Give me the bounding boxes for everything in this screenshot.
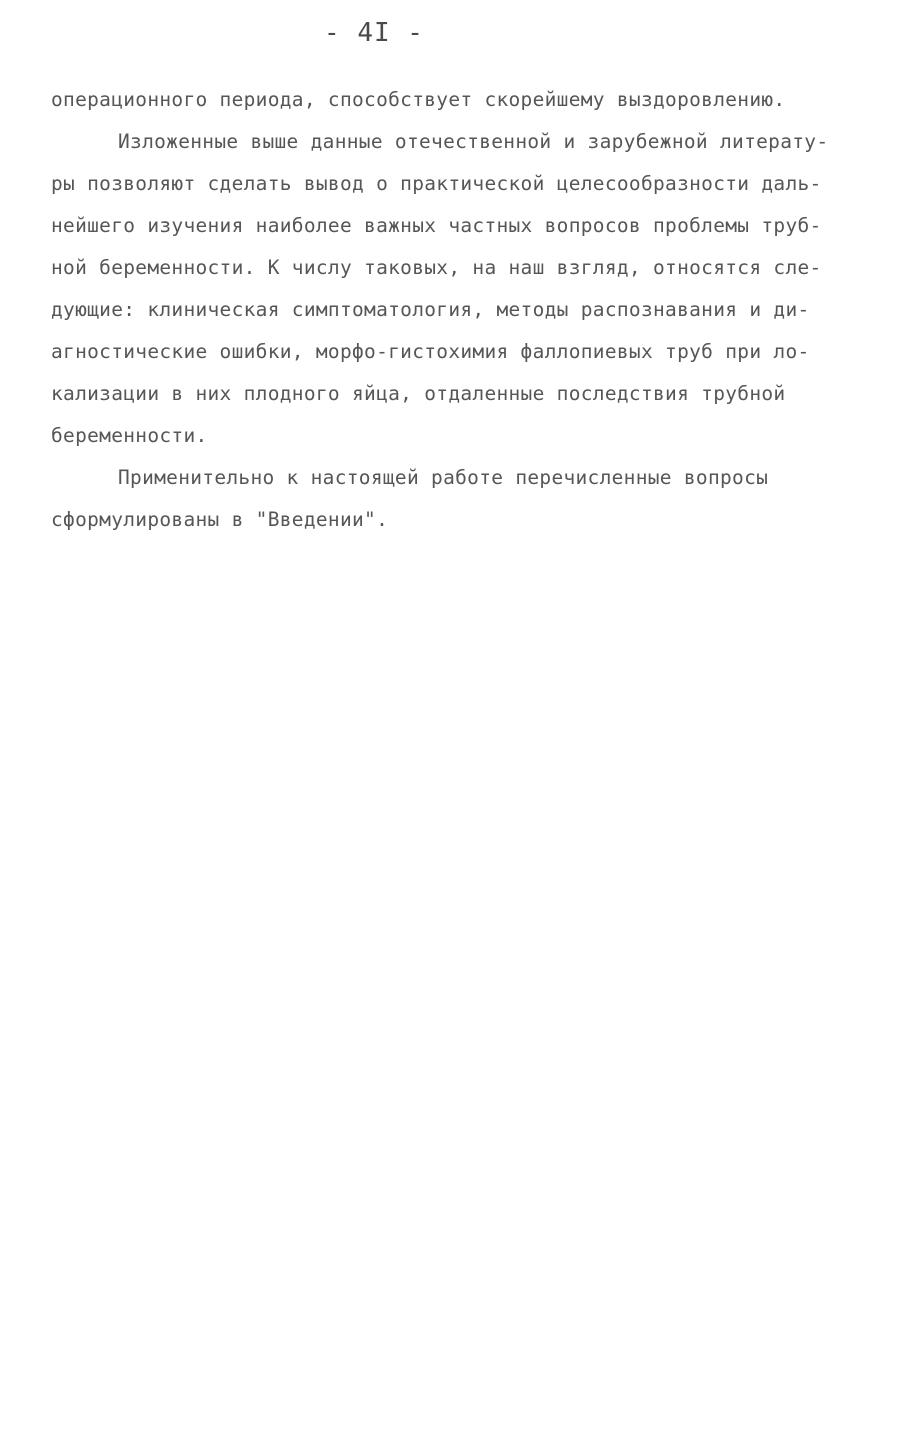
text-line: ры позволяют сделать вывод о практической целесообразности даль- (51, 172, 822, 195)
text-line: беременности. (51, 424, 208, 447)
text-line: Применительно к настоящей работе перечисленные вопросы (118, 466, 769, 489)
text-line: агностические ошибки, морфо-гистохимия фаллопиевых труб при ло- (51, 340, 810, 363)
text-line: операционного периода, способствует скорейшему выздоровлению. (51, 88, 786, 111)
text-line: нейшего изучения наиболее важных частных вопросов проблемы труб- (51, 214, 822, 237)
page-number: - 4I - (324, 18, 424, 48)
text-line: ной беременности. К числу таковых, на наш взгляд, относятся сле- (51, 256, 822, 279)
text-line: Изложенные выше данные отечественной и зарубежной литерату- (118, 130, 829, 153)
text-line: сформулированы в "Введении". (51, 508, 389, 531)
text-line: дующие: клиническая симптоматология, методы распознавания и ди- (51, 298, 810, 321)
text-line: кализации в них плодного яйца, отдаленные последствия трубной (51, 382, 786, 405)
